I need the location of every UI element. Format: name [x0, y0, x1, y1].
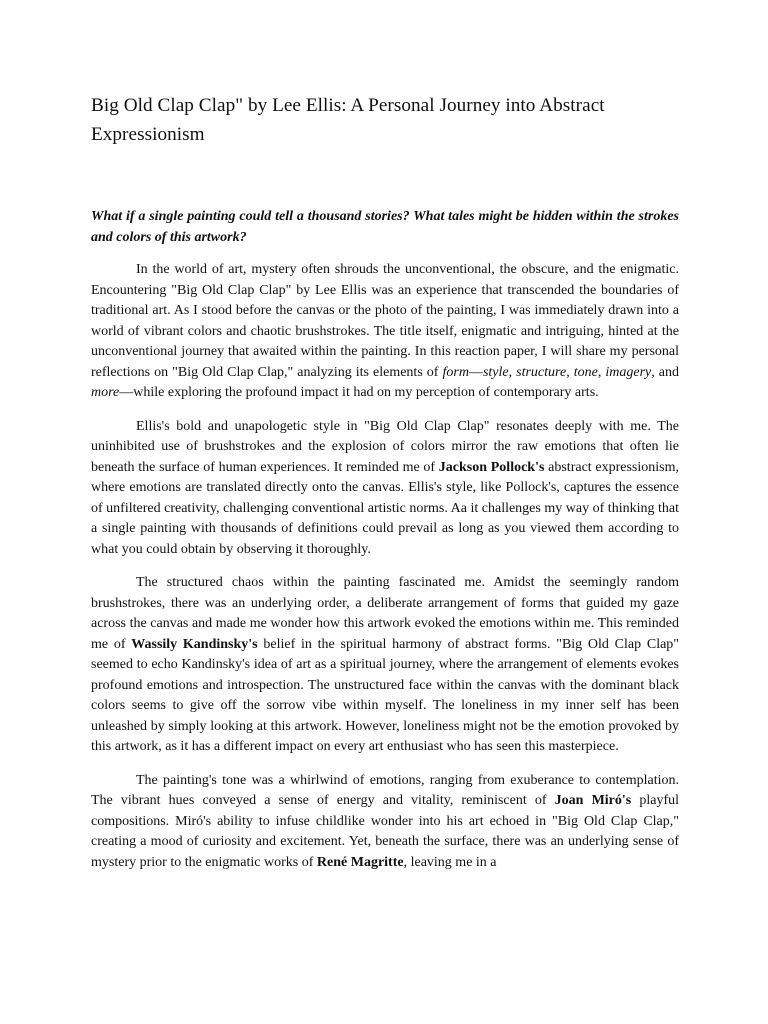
paragraph-style	[91, 417, 679, 561]
paragraph-tone-text-middle: playful compositions. Miró's ability to infuse childlike wonder into his art echoed in "Big Old Clap Clap," creating a mood of curiosity and excitement. Yet, beneath the surface, there was an underlying sense of mystery prior to the enigmatic works of	[91, 793, 679, 870]
separator: ,	[508, 364, 517, 380]
document-page	[91, 91, 679, 873]
lead-question: What if a single painting could tell a thousand stories? What tales might be hidden within the strokes and colors of this artwork?	[91, 209, 679, 245]
paragraph-style-text-end: abstract expressionism, where emotions are translated directly onto the canvas. Ellis's style, like Pollock's, captures the essence of unfiltered creativity, challenging conventional artistic norms. Aa it challenges my way of thinking that a single painting with thousands of definitions could prevail as long as you viewed them according to what you could obtain by observing it thoroughly.	[91, 459, 679, 557]
term-imagery: imagery	[605, 364, 652, 380]
dash: —	[468, 364, 483, 380]
paragraph-tone	[91, 771, 679, 874]
separator: ,	[597, 364, 606, 380]
paragraph-tone-text: The painting's tone was a whirlwind of emotions, ranging from exuberance to contemplation. The vibrant hues conveyed a sense of energy and vitality, reminiscent of	[91, 772, 679, 808]
separator: ,	[566, 364, 574, 380]
paragraph-structure-text: The structured chaos within the painting fascinated me. Amidst the seemingly random brushstrokes, there was an underlying order, a deliberate arrangement of forms that guided my gaze across the canvas and made me wonder how this artwork evoked the emotions within me. This reminded me of	[91, 575, 679, 652]
term-tone: tone	[573, 364, 598, 380]
document-title: Big Old Clap Clap" by Lee Ellis: A Personal Journey into Abstract Expressionism	[91, 95, 605, 145]
paragraph-tone-text-end: , leaving me in a	[403, 854, 497, 870]
paragraph-intro	[91, 260, 679, 404]
artist-name-kandinsky: Wassily Kandinsky's	[131, 636, 258, 652]
paragraph-structure	[91, 573, 679, 758]
separator: , and	[651, 364, 679, 380]
artist-name-pollock: Jackson Pollock's	[438, 459, 545, 475]
paragraph-structure-text-end: belief in the spiritual harmony of abstract forms. "Big Old Clap Clap" seemed to echo Kandinsky's idea of art as a spiritual journey, where the arrangement of elements evokes profound emotions and introspection. The unstructured face within the canvas with the dominant black colors seems to give off the sorrow vibe within myself. The loneliness in my inner self has been unleashed by simply looking at this artwork. However, loneliness might not be the emotion provoked by this artwork, as it has a different impact on every art enthusiast who has seen this masterpiece.	[91, 636, 680, 754]
term-more: more	[91, 385, 120, 400]
term-style: style	[482, 364, 509, 380]
artist-name-miro: Joan Miró's	[554, 793, 632, 808]
artist-name-magritte: René Magritte	[316, 854, 404, 870]
term-structure: structure	[516, 364, 567, 380]
paragraph-intro-text: In the world of art, mystery often shrouds the unconventional, the obscure, and the enigmatic. Encountering "Big Old Clap Clap" by Lee Ellis was an experience that transcended the boundaries of traditional art. As I stood before the canvas or the photo of the painting, I was immediately drawn into a world of vibrant colors and chaotic brushstrokes. The title itself, enigmatic and intriguing, hinted at the unconventional journey that awaited within the painting. In this reaction paper, I will share my personal reflections on "Big Old Clap Clap," analyzing its elements of	[91, 262, 679, 380]
paragraph-style-text: Ellis's bold and unapologetic style in "Big Old Clap Clap" resonates deeply with me. The uninhibited use of brushstrokes and the explosion of colors mirror the raw emotions that often lie beneath the surface of human experiences. It reminded me of	[91, 418, 679, 475]
term-form: form	[442, 364, 469, 380]
paragraph-intro-text-end: —while exploring the profound impact it had on my perception of contemporary arts.	[119, 385, 599, 400]
